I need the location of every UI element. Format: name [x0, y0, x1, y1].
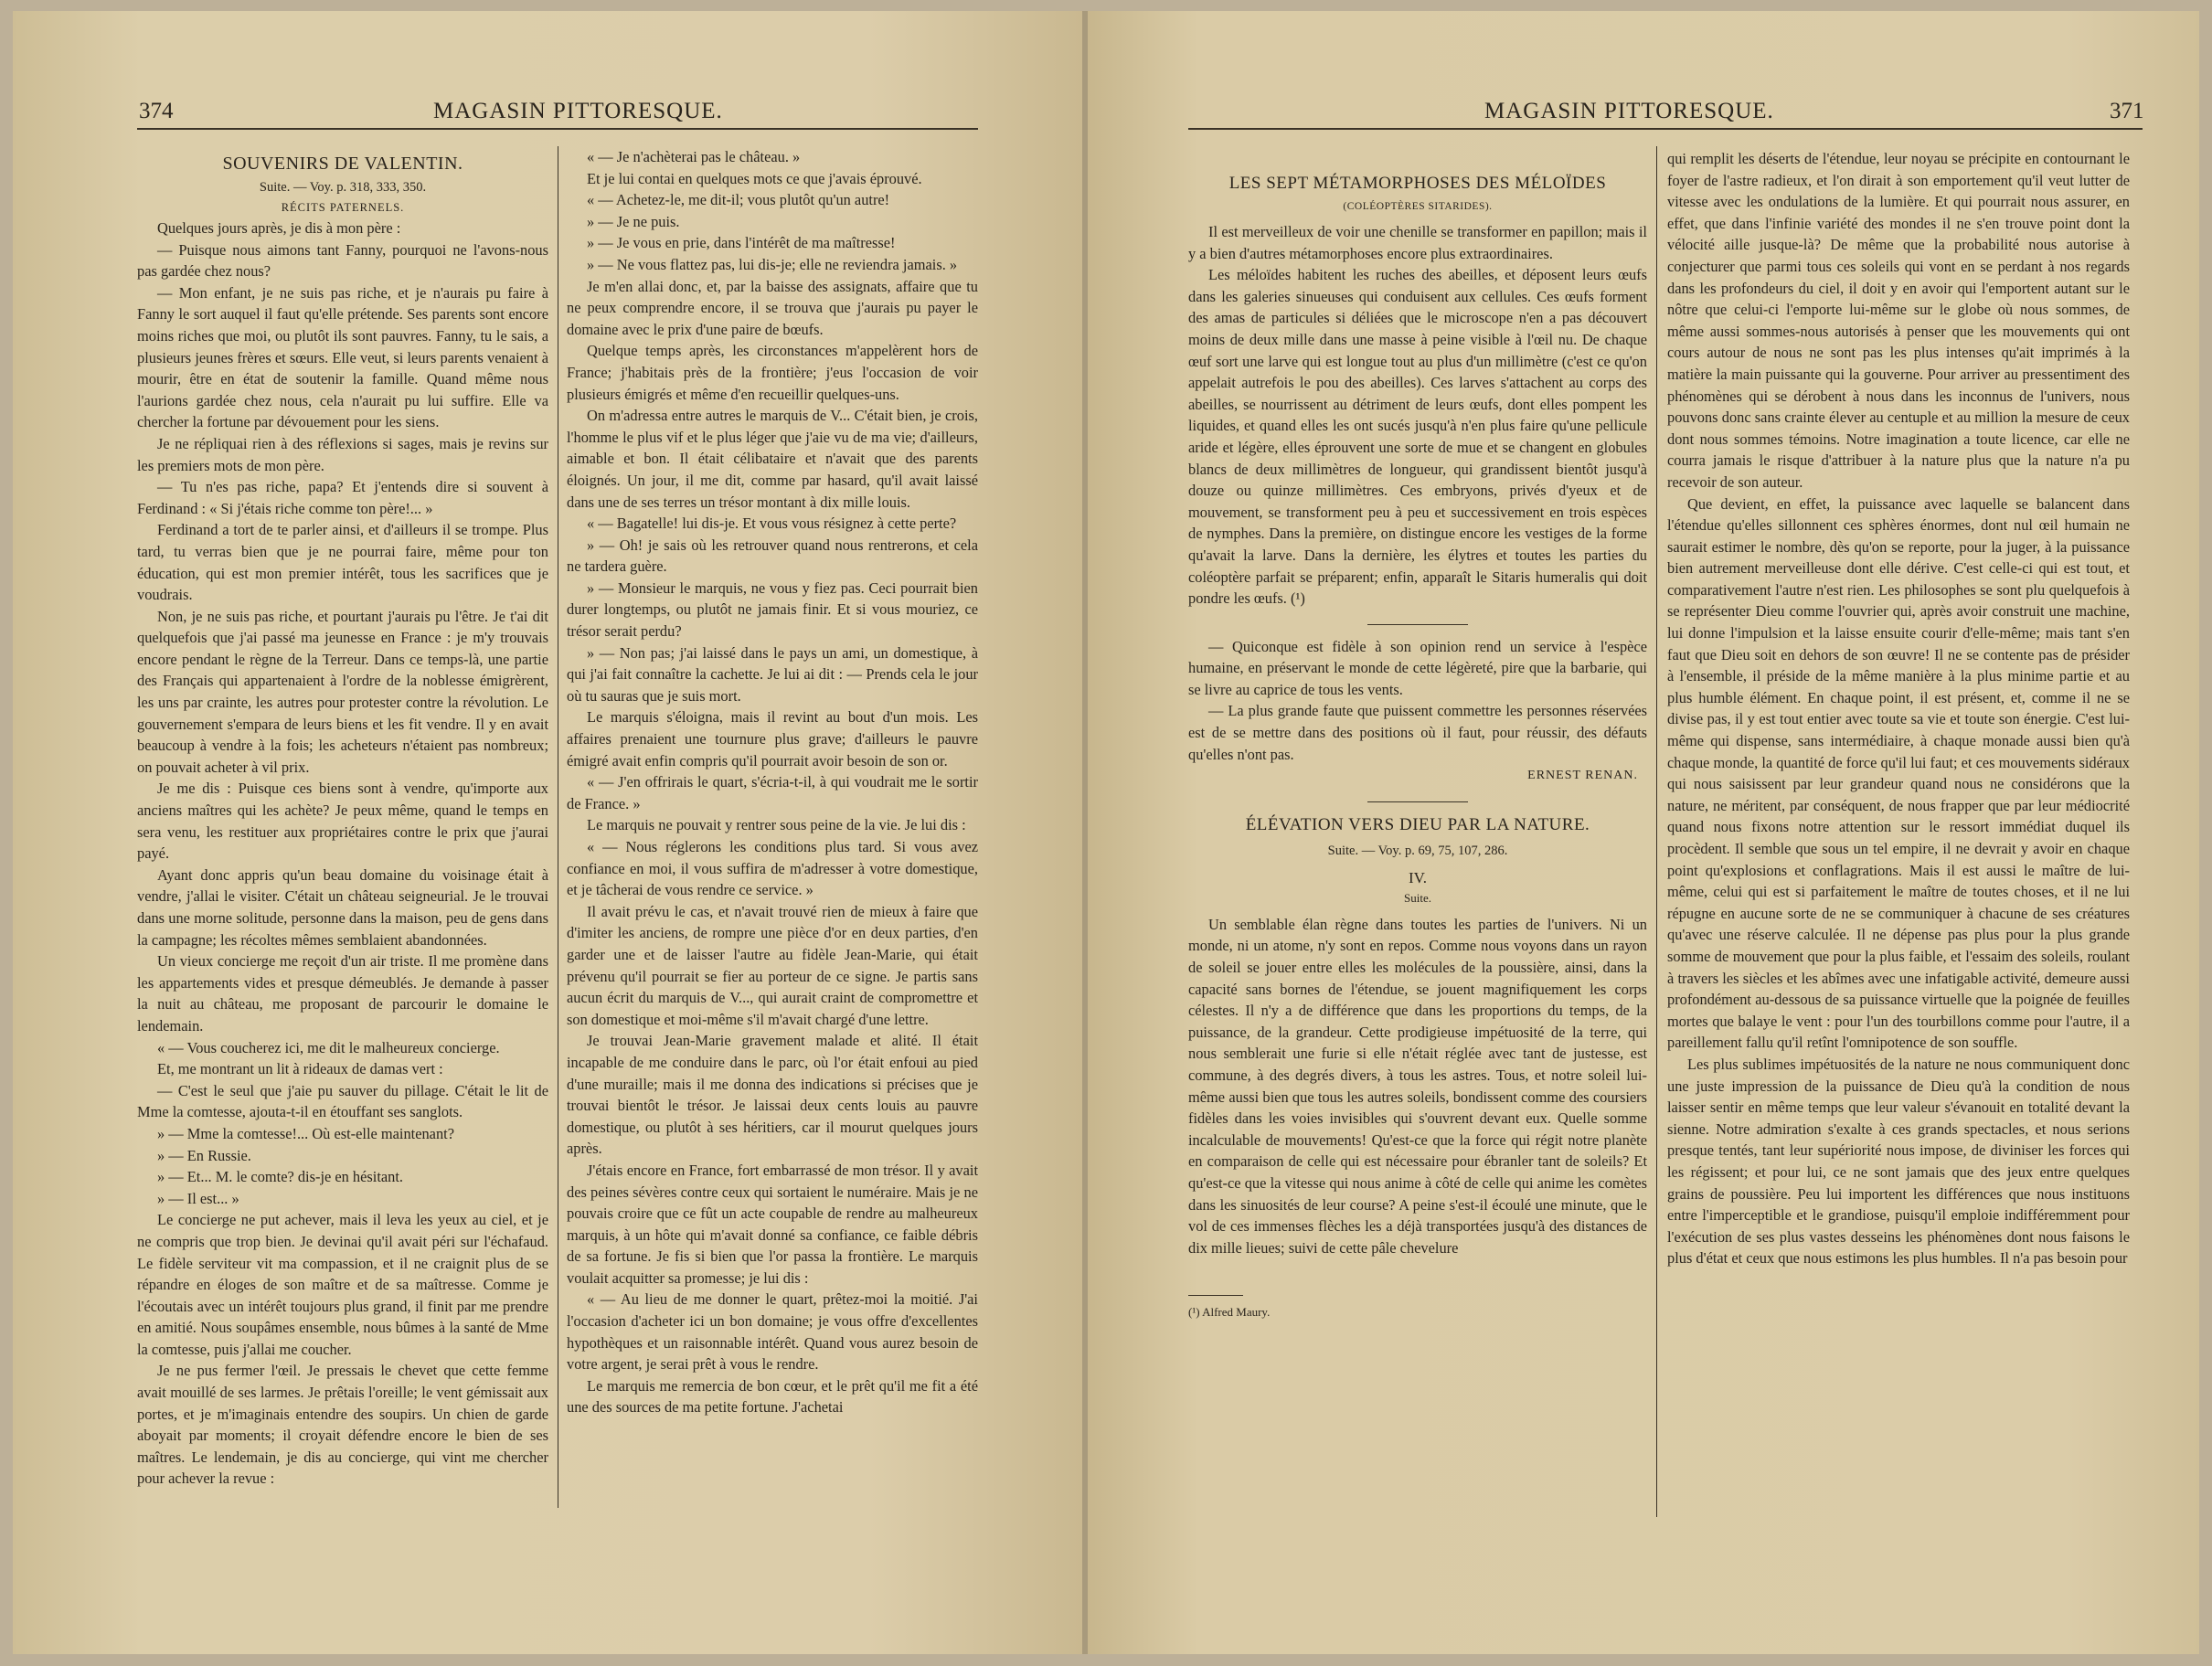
paragraph: » — Oh! je sais où les retrouver quand nous rentrerons, et cela ne tardera guère.	[567, 536, 978, 576]
renan-quotes	[1188, 636, 1647, 766]
running-head-right: MAGASIN PITTORESQUE.	[1484, 99, 1774, 123]
paragraph: Je m'en allai donc, et, par la baisse des assignats, affaire que tu ne peux comprendre encore, il se trouva que j'aurais pu payer le domaine avec le prix d'une paire de bœufs.	[567, 277, 978, 338]
paragraph: » — En Russie.	[157, 1146, 251, 1164]
paragraph: » — Mme la comtesse!... Où est-elle maintenant?	[157, 1124, 454, 1142]
paragraph: » — Ne vous flattez pas, lui dis-je; elle ne reviendra jamais. »	[587, 255, 958, 273]
header-rule-right	[1188, 128, 2143, 130]
quote-author: ERNEST RENAN.	[1527, 769, 1638, 783]
right-column-1	[1188, 168, 1647, 1323]
elevation-body	[1188, 914, 1647, 1259]
footnote-rule	[1188, 1295, 1243, 1296]
paragraph: Quelque temps après, les circonstances m'appelèrent hors de France; j'habitais près de la frontière; j'eus l'occasion de voir plusieurs émigrés et même d'en recueillir quelques-uns.	[567, 342, 978, 403]
paragraph: Le concierge ne put achever, mais il leva les yeux au ciel, et je ne compris que trop bien. Je devinai qu'il avait péri sur l'échafaud. Le fidèle serviteur vit ma compassion, et il ne craignit plus de se répandre en éloges de son maître et de sa maîtresse. Comme je l'écoutais avec un intérêt toujours plus grand, il finit par me prendre en amitié. Nous soupâmes ensemble, nous bûmes à la santé de Mme la comtesse, puis j'allai me coucher.	[137, 1211, 548, 1358]
left-column-2	[567, 146, 978, 1418]
paragraph: On m'adressa entre autres le marquis de V... C'était bien, je crois, l'homme le plus vif et le plus léger que j'aie vu de ma vie; d'ailleurs, aimable et bon. Il était célibataire et n'avait que des parents éloignés. Un jour, il me dit, comme par hasard, qu'il avait laissé dans une de ses terres un trésor montant à dix mille louis.	[567, 407, 978, 511]
paragraph: Ayant donc appris qu'un beau domaine du voisinage était à vendre, j'allai le visiter. C'était un château seigneurial. Je le trouvai dans une morne solitude, personne dans la maison, peu de gens dans la campagne; les récoltes mêmes semblaient abandonnées.	[137, 865, 548, 949]
left-column-1	[137, 148, 548, 1490]
separator-rule	[1367, 624, 1468, 625]
paragraph: » — Et... M. le comte? dis-je en hésitant.	[157, 1168, 404, 1186]
paragraph: Il avait prévu le cas, et n'avait trouvé rien de mieux à faire que d'imiter les anciens, de rompre une pièce d'or en deux parties, d'en garder une et de laisser l'autre au fidèle Jean-Marie, qui était prévenu qu'il pourrait se fier au porteur de ce signe. Je partis sans aucun écrit du marquis de V..., qui aurait craint de compromettre et son domestique et moi-même s'il m'avait chargé d'une lettre.	[567, 902, 978, 1028]
meloides-subtitle: (COLÉOPTÈRES SITARIDES).	[1343, 201, 1493, 212]
paragraph: Et, me montrant un lit à rideaux de damas vert :	[157, 1060, 443, 1078]
paragraph: Je trouvai Jean-Marie gravement malade et alité. Il était incapable de me conduire dans le parc, où l'or était enfoui au pied d'une muraille; mais il me donna des indications si précises que je trouvai bientôt le trésor. Je laissai deux cents louis au pauvre domestique, ou plutôt à ses héritiers, car il mourut quelques jours après.	[567, 1032, 978, 1158]
paragraph: « — Je n'achèterai pas le château. »	[587, 148, 801, 165]
elevation-body-continued	[1667, 148, 2130, 1269]
paragraph: J'étais encore en France, fort embarrassé de mon trésor. Il y avait des peines sévères contre ceux qui sortaient le numéraire. Mais je ne pouvais croire que ce fût un acte coupable de rendre au malheureux marquis, à un hôte qui m'avait donné sa confiance, ce faible débris de sa fortune. Je fis si bien que l'or passa la frontière. Le marquis voulait acquitter sa promesse; je lui dis :	[567, 1161, 978, 1287]
elevation-title: ÉLÉVATION VERS DIEU PAR LA NATURE.	[1245, 814, 1590, 834]
paragraph: Le marquis me remercia de bon cœur, et le prêt qu'il me fit a été une des sources de ma petite fortune. J'achetai	[567, 1376, 978, 1417]
page-number-right: 371	[2110, 99, 2144, 123]
meloides-title: LES SEPT MÉTAMORPHOSES DES MÉLOÏDES	[1228, 174, 1607, 193]
paragraph: Non, je ne suis pas riche, et pourtant j'aurais pu l'être. Je t'ai dit quelquefois que j'ai passé ma jeunesse en France : je m'y trouvais encore pendant le règne de la Terreur. Dans ce temps-là, une partie des Français qui appartenaient à l'ordre de la noblesse émigrèrent, les uns par crainte, les autres pour protester contre la révolution. Le gouvernement s'empara de leurs biens et les fit vendre. Il y en avait beaucoup à vendre à la fois; les acheteurs n'étaient pas nombreux; on pouvait acheter à vil prix.	[137, 607, 548, 776]
article-title: SOUVENIRS DE VALENTIN.	[222, 154, 463, 174]
right-page	[1088, 11, 2199, 1654]
column-divider-right	[1656, 146, 1657, 1517]
separator-rule	[1367, 801, 1468, 802]
paragraph: » — Je vous en prie, dans l'intérêt de ma maîtresse!	[587, 234, 896, 252]
paragraph: Je ne répliquai rien à des réflexions si sages, mais je revins sur les premiers mots de mon père.	[137, 434, 548, 474]
paragraph: Quelques jours après, je dis à mon père :	[157, 219, 401, 237]
article-body	[137, 218, 548, 1490]
paragraph: « — Nous réglerons les conditions plus tard. Si vous avez confiance en moi, il vous suffira de m'adresser à votre domestique, et je tâcherai de vous rendre ce service. »	[567, 838, 978, 899]
header-rule-left	[137, 128, 978, 130]
paragraph: Je ne pus fermer l'œil. Je pressais le chevet que cette femme avait mouillé de ses larmes. Je prêtais l'oreille; le vent gémissait aux portes, et je m'imaginais entendre des soupirs. Un chien de garde aboyait par moments; il croyait défendre encore le bien de ses maîtres. Le lendemain, je dis au concierge, qui vint me chercher pour achever la revue :	[137, 1362, 548, 1488]
paragraph: « — Bagatelle! lui dis-je. Et vous vous résignez à cette perte?	[587, 515, 957, 533]
paragraph: » — Non pas; j'ai laissé dans le pays un ami, un domestique, à qui j'ai fait connaître la cachette. Je lui ai dit : — Prends cela le jour où tu sauras que je suis mort.	[567, 643, 978, 705]
paragraph: — La plus grande faute que puissent commettre les personnes réservées est de se mettre dans des positions où il faut, pour réussir, des défauts qu'elles n'ont pas.	[1188, 702, 1647, 763]
paragraph: — Tu n'es pas riche, papa? Et j'entends dire si souvent à Ferdinand : « Si j'étais riche comme ton père!... »	[137, 478, 548, 517]
paragraph: Ferdinand a tort de te parler ainsi, et d'ailleurs il se trompe. Plus tard, tu verras bien que je ne pourrai faire, même pour ton éducation, qui est mon premier intérêt, tous les sacrifices que je voudrais.	[137, 521, 548, 604]
paragraph: Le marquis ne pouvait y rentrer sous peine de la vie. Je lui dis :	[587, 816, 966, 834]
paragraph: Que devient, en effet, la puissance avec laquelle se balancent dans l'étendue qu'elles sillonnent ces sphères énormes, dont nul œil humain ne saurait estimer le nombre, dès qu'on se reporte, pour la juger, à la puissance bien autrement merveilleuse dont elle dérive. C'est celle-ci qui est tout, et comparativement l'autre n'est rien. Les philosophes se sont plu quelquefois à se représenter Dieu comme l'ouvrier qui, après avoir construit une machine, lui donne l'impulsion et la laisse ensuite courir d'elle-même; mais tant s'en faut que Dieu soit en dehors de son œuvre! Il ne se contente pas de présider à l'ensemble, il préside de la même manière à la plus minime partie et au plus humble élément. En chaque point, il est présent, et, comme il ne se divise pas, il y est tout entier avec toute sa vie et toute son énergie. C'est lui-même qui dispense, sans intermédiaire, à chaque monade aussi bien qu'à chaque monde, la quantité de force qu'il lui faut; et ces mouvements sidéraux qui nous saisissent par leur grandeur quand nous ne considérons que la nature, ne méritent, par conséquent, de nous frapper que par leur médiocrité quand nous fixons notre attention sur le ressort immédiat duquel ils procèdent. Il semble que sous un tel empire, il ne devrait y avoir en chaque point qu'explosions et conflagrations. Mais il est aussi le maître de lui-même, celui qui est si parfaitement le maître de toutes choses, et il ne lui répugne en aucune sorte de ne se communiquer à chacune de ses créatures qu'avec une réserve calculée. Il ne dépense pas plus pour la plus grande somme de mouvement que pour la plus faible, et l'essaim des soleils, roulant à travers les siècles et les abîmes avec une infatigable activité, demeure aussi profondément au-dessous de sa puissance virtuelle que la poignée de feuilles mortes que balaye le vent : pour l'un des tourbillons comme pour l'autre, il a pareillement fallu qu'il retînt l'omnipotence de son souffle.	[1667, 494, 2130, 1052]
article-subtitle: Suite. — Voy. p. 318, 333, 350.	[259, 180, 427, 195]
elevation-subtitle: Suite. — Voy. p. 69, 75, 107, 286.	[1327, 843, 1508, 858]
running-head-left: MAGASIN PITTORESQUE.	[433, 99, 723, 123]
footnote: (¹) Alfred Maury.	[1188, 1305, 1271, 1320]
article-body-continued	[567, 146, 978, 1418]
paragraph: Le marquis s'éloigna, mais il revint au bout d'un mois. Les affaires prenaient une tournure plus grave; d'ailleurs le pauvre émigré avait enfin compris qu'il pourrait avoir besoin de son or.	[567, 708, 978, 769]
paragraph: Et je lui contai en quelques mots ce que j'avais éprouvé.	[587, 169, 922, 187]
paragraph: Je me dis : Puisque ces biens sont à vendre, qu'importe aux anciens maîtres qui les achète? Je peux même, quand le temps en sera venu, les restituer aux propriétaires contre le prix que j'aurai payé.	[137, 780, 548, 863]
paragraph: — Puisque nous aimons tant Fanny, pourquoi ne l'avons-nous pas gardée chez nous?	[137, 240, 548, 281]
paragraph: Il est merveilleux de voir une chenille se transformer en papillon; mais il y a bien d'autres métamorphoses encore plus extraordinaires.	[1188, 223, 1647, 262]
paragraph: Les plus sublimes impétuosités de la nature ne nous communiquent donc une juste impression de la puissance de Dieu qu'à la condition de nous laisser sentir en même temps que leur valeur s'évanouit en totalité devant la sienne. Notre admiration s'exalte à ces grands spectacles, et nous serions presque tentés, tant leur supériorité nous impose, de diviniser les forces qui les régissent; et pour lui, ce ne sont jamais que des jeux entre quelques grains de poussière. Peu lui importent les différences que nous instituons entre l'imperceptible et le grandiose, puisqu'il emploie indifféremment pour l'exécution de ses plus vastes desseins les phénomènes dont nous faisons le plus d'état et ceux que nous estimons les plus humbles. Il n'a pas besoin pour	[1667, 1055, 2130, 1268]
meloides-body	[1188, 221, 1647, 610]
chapter-suite: Suite.	[1404, 890, 1431, 905]
chapter-number: IV.	[1409, 868, 1427, 886]
paragraph: » — Je ne puis.	[587, 212, 680, 230]
left-page	[13, 11, 1082, 1654]
page-number-left: 374	[139, 99, 174, 123]
paragraph: « — J'en offrirais le quart, s'écria-t-il, à qui voudrait me le sortir de France. »	[567, 773, 978, 812]
paragraph: Un semblable élan règne dans toutes les parties de l'univers. Ni un monde, ni un atome, n'y sont en repos. Comme nous voyons dans un rayon de soleil se jouer entre elles les molécules de la poussière, ainsi, dans la capacité sans bornes de l'étendue, se jouent magnifiquement les corps célestes. Il n'y a de différence que dans les proportions du temps, de la puissance, de la grandeur. Cette prodigieuse impétuosité de la terre, qui nous semblerait une furie si elle n'était réglée avec tant de justesse, est commune, à des degrés divers, à tous les astres. Tous, et notre soleil lui-même aussi bien que tous les autres soleils, bondissent comme des coursiers fidèles dans les voies invisibles qui s'ouvrent devant eux. Quelle somme incalculable de mouvements! Qu'est-ce que la force qui régit notre planète en comparaison de celle qui est nécessaire pour ébranler tant de soleils? Et qu'est-ce que la vitesse qui nous anime à côté de celle qui anime les comètes dans les sinuosités de leur course? A peine s'est-il écoulé une minute, que le vol de ces immenses flèches les a déjà transportées jusqu'à des distances de dix mille lieues; suivi de cette pâle chevelure	[1188, 915, 1647, 1257]
section-heading: RÉCITS PATERNELS.	[281, 201, 405, 214]
paragraph: « — Au lieu de me donner le quart, prêtez-moi la moitié. J'ai l'occasion d'acheter ici un bon domaine; je vous offre d'excellentes hypothèques et un raisonnable intérêt. Quand vous aurez besoin de votre argent, je serai prêt à vous le rendre.	[567, 1290, 978, 1374]
paragraph: qui remplit les déserts de l'étendue, leur noyau se précipite en contournant le foyer de l'astre radieux, et l'on dirait à son emportement qu'il veut lutter de vitesse avec les ondulations de la lumière. Et qui pourrait nous assurer, en effet, que dans l'infinie variété des mondes il ne s'en trouve point dont la vélocité aille jusque-là? De même que la probabilité nous autorise à conjecturer que parmi tous ces soleils qui vont en se perdant à nos regards dans les profondeurs du ciel, il doit y en avoir qui l'emportent autant sur le nôtre que celui-ci l'emporte lui-même sur le globe où nous sommes, de même aussi sommes-nous autorisés à penser que les mouvements qui ont cours autour de nous ne sont pas les plus intenses qu'ait imprimés à la matière la main puissante qui la gouverne. Pour arriver au pressentiment des phénomènes qui se dérobent à nous dans les inconnus de l'univers, nous pouvons donc sans crainte élever au centuple et au million la mesure de ceux dont nous sommes témoins. Notre imagination a toute licence, car elle ne courra jamais le risque d'attribuer à la nature plus que la nature n'a pu recevoir de son auteur.	[1667, 150, 2130, 491]
paragraph: — Mon enfant, je ne suis pas riche, et je n'aurais pu faire à Fanny le sort auquel il faut qu'elle prétende. Ses parents sont encore moins riches que moi, ou plutôt ils sont pauvres. Fanny, tu le sais, a plusieurs jeunes frères et sœurs. Elle veut, si leurs parents venaient à mourir, être en état de soutenir la famille. Quand même nous l'aurions gardée chez nous, cela n'aurait pu lui suffire. Elle va chercher la fortune par dévouement pour les siens.	[137, 283, 548, 431]
paragraph: — C'est le seul que j'aie pu sauver du pillage. C'était le lit de Mme la comtesse, ajouta-t-il en étouffant ses sanglots.	[137, 1081, 548, 1121]
paragraph: Les méloïdes habitent les ruches des abeilles, et déposent leurs œufs dans les galeries sinueuses qui conduisent aux cellules. Ces œufs forment des amas de particules si déliées que le microscope n'en a pas découvert moins de deux mille dans une masse à peine visible à l'œil nu. De chaque œuf sort une larve qui est longue tout au plus d'un millimètre (c'est ce qu'on appelait autrefois le pou des abeilles). Ces larves s'attachent au corps des abeilles, se nourrissent au détriment de leurs œufs, dont elles pompent les liquides, et quand elles les ont sucés jusqu'à n'en plus faire qu'une pellicule aride et légère, elles éprouvent une sorte de mue et se changent en globules blancs de deux millimètres de longueur, qui grandissent bientôt jusqu'à douze ou quinze millimètres. Ces embryons, privés d'yeux et de mouvement, se transforment peu à peu et successivement en trois espèces de nymphes. Dans la première, on distingue encore les vestiges de la forme qu'avait la larve. Dans la dernière, les élytres et toutes les parties du coléoptère parfait se préparent; enfin, apparaît le Sitaris humeralis qui doit pondre les œufs. (¹)	[1188, 266, 1647, 608]
paragraph: Un vieux concierge me reçoit d'un air triste. Il me promène dans les appartements vides et presque démeublés. Je demande à passer la nuit au château, me proposant de parcourir le domaine le lendemain.	[137, 952, 548, 1035]
paragraph: » — Monsieur le marquis, ne vous y fiez pas. Ceci pourrait bien durer longtemps, ou plutôt ne jamais finir. Et si vous mouriez, ce trésor serait perdu?	[567, 578, 978, 641]
paragraph: » — Il est... »	[157, 1189, 239, 1207]
paragraph: — Quiconque est fidèle à son opinion rend un service à l'espèce humaine, en préservant le monde de cette légèreté, pire que la barbarie, qui se livre au caprice de tous les vents.	[1188, 637, 1647, 698]
open-magazine-spread	[13, 11, 2199, 1654]
right-column-2	[1667, 148, 2130, 1269]
paragraph: « — Achetez-le, me dit-il; vous plutôt qu'un autre!	[587, 191, 890, 209]
paragraph: « — Vous coucherez ici, me dit le malheureux concierge.	[157, 1038, 500, 1056]
